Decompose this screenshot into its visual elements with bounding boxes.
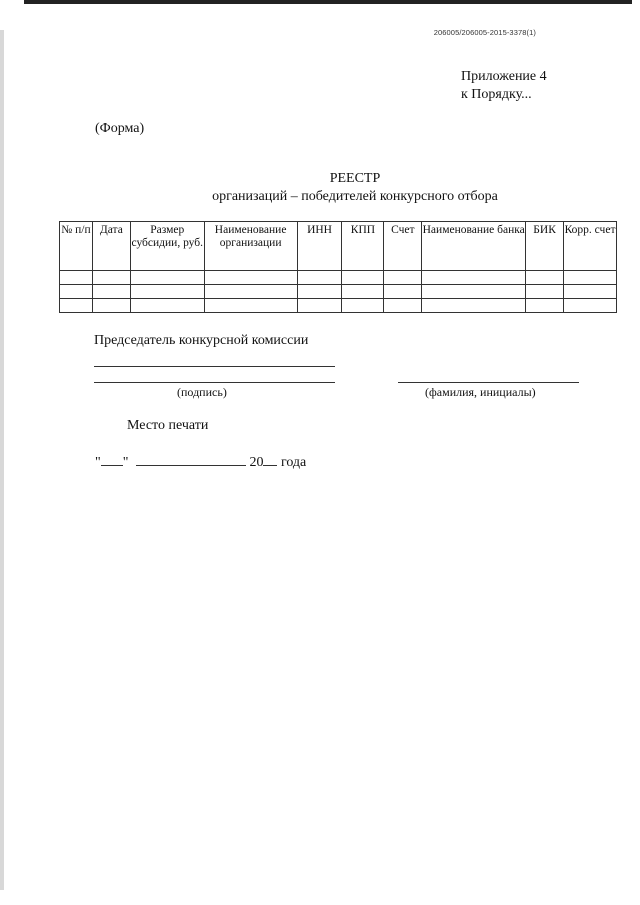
- table-cell: [204, 271, 297, 285]
- table-cell: [60, 299, 93, 313]
- table-cell: [342, 285, 384, 299]
- signature-line: [94, 382, 335, 383]
- table-cell: [422, 285, 526, 299]
- column-header-bank-name: Наименование банка: [422, 222, 526, 271]
- date-line: [95, 453, 306, 471]
- name-line: [398, 382, 579, 383]
- table-cell: [342, 299, 384, 313]
- column-header-subsidy-amount: Размер субсидии, руб.: [130, 222, 204, 271]
- table-cell: [60, 285, 93, 299]
- name-caption: (фамилия, инициалы): [425, 385, 536, 399]
- table-cell: [422, 299, 526, 313]
- table-cell: [384, 299, 422, 313]
- table-cell: [526, 285, 564, 299]
- table-row: [60, 285, 617, 299]
- table-header-row: [60, 222, 617, 271]
- table-cell: [422, 271, 526, 285]
- stamp-place-label: Место печати: [127, 418, 209, 433]
- date-quote-close: ": [122, 455, 129, 470]
- column-header-kpp: КПП: [342, 222, 384, 271]
- appendix-line-2: к Порядку...: [461, 87, 532, 102]
- table-cell: [130, 285, 204, 299]
- table-cell: [384, 271, 422, 285]
- document-code: 206005/206005-2015-3378(1): [433, 28, 536, 37]
- day-blank: [101, 453, 123, 466]
- appendix-line-1: Приложение 4: [461, 69, 547, 84]
- appendix-reference: [461, 68, 547, 104]
- table-cell: [297, 299, 342, 313]
- table-cell: [92, 285, 130, 299]
- table-cell: [564, 285, 617, 299]
- table-cell: [204, 285, 297, 299]
- table-cell: [564, 271, 617, 285]
- table-cell: [526, 299, 564, 313]
- year-prefix: 20: [249, 455, 264, 470]
- table-cell: [92, 271, 130, 285]
- table-cell: [564, 299, 617, 313]
- signature-caption: (подпись): [177, 385, 227, 399]
- table-cell: [92, 299, 130, 313]
- registry-subtitle: организаций – победителей конкурсного отбора: [212, 189, 498, 204]
- date-quote-open: ": [95, 455, 101, 470]
- form-label: (Форма): [95, 121, 145, 136]
- table-cell: [130, 299, 204, 313]
- table-cell: [526, 271, 564, 285]
- registry-title: РЕЕСТР: [329, 171, 381, 186]
- table-cell: [384, 285, 422, 299]
- month-blank: [136, 453, 246, 466]
- column-header-corr-account: Корр. счет: [564, 222, 617, 271]
- column-header-account: Счет: [384, 222, 422, 271]
- column-header-date: Дата: [92, 222, 130, 271]
- table-cell: [342, 271, 384, 285]
- table-cell: [130, 271, 204, 285]
- page-left-edge: [0, 30, 4, 890]
- column-header-bik: БИК: [526, 222, 564, 271]
- column-header-number: № п/п: [60, 222, 93, 271]
- page-top-edge: [24, 0, 632, 4]
- registry-table: [59, 221, 617, 313]
- table-cell: [297, 285, 342, 299]
- year-blank: [263, 453, 277, 466]
- table-row: [60, 271, 617, 285]
- table-row: [60, 299, 617, 313]
- column-header-inn: ИНН: [297, 222, 342, 271]
- chair-title-line: [94, 366, 335, 367]
- table-cell: [204, 299, 297, 313]
- commission-chair-label: Председатель конкурсной комиссии: [94, 333, 309, 348]
- column-header-organization-name: Наименование организации: [204, 222, 297, 271]
- year-suffix: года: [280, 455, 307, 470]
- table-cell: [297, 271, 342, 285]
- table-cell: [60, 271, 93, 285]
